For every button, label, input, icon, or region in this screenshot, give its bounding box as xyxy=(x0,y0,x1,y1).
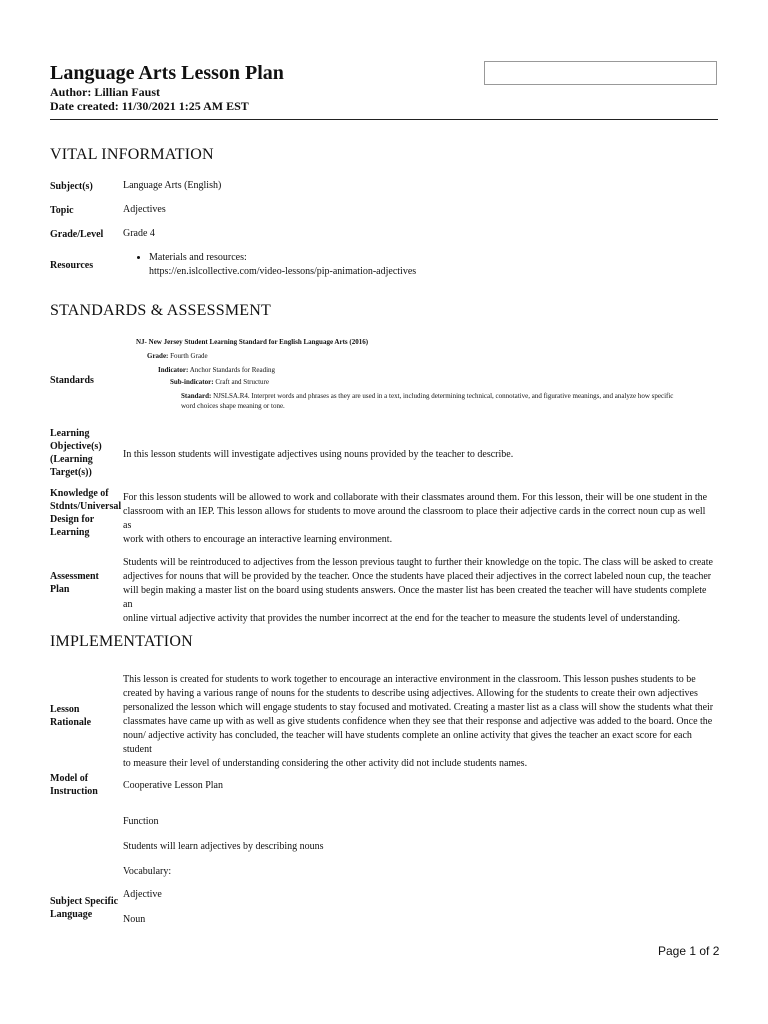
assessment-value-line: online virtual adjective activity that provides the number incorrect at the end for the teacher to measure the students level of understanding. xyxy=(123,613,681,624)
knowledge-value xyxy=(123,491,715,547)
knowledge-label-line: Knowledge of xyxy=(50,488,109,499)
objective-label-line: Objective(s) xyxy=(50,441,102,452)
standard-text-value-2: word choices shape meaning or tone. xyxy=(181,402,285,410)
model-label-line: Instruction xyxy=(50,786,98,797)
rationale-value-line: to measure their level of understanding considering the other activity did not include students names. xyxy=(123,758,528,769)
knowledge-value-line: For this lesson students will be allowed to work and collaborate with their classmates around them. For this lesson, their will be one student in the xyxy=(123,492,708,503)
header-box xyxy=(484,61,717,85)
grade-value: Grade 4 xyxy=(123,228,155,239)
knowledge-value-line: classroom with an IEP. This lesson allows for students to move around the classroom to place their adjective cards in the correct noun cup as well as xyxy=(123,506,706,531)
objective-value: In this lesson students will investigate adjectives using nouns provided by the teacher to describe. xyxy=(123,449,514,460)
knowledge-value-line: work with others to encourage an interactive learning environment. xyxy=(123,534,393,545)
objective-label-line: Learning xyxy=(50,428,90,439)
resources-item-text: Materials and resources: xyxy=(149,252,247,263)
language-label xyxy=(50,895,124,921)
knowledge-label-line: Stdnts/Universal xyxy=(50,501,122,512)
standard-grade xyxy=(147,351,208,361)
standard-grade-value: Fourth Grade xyxy=(170,352,208,360)
standard-grade-label: Grade: xyxy=(147,352,169,360)
document-title: Language Arts Lesson Plan xyxy=(50,62,284,84)
rationale-value-line: created by having a various range of nouns for the students to describe using adjectives. Allowing for the students to create their own adjectives xyxy=(123,688,698,699)
topic-label: Topic xyxy=(50,205,74,216)
rationale-value-line: This lesson is created for students to work together to encourage an interactive environment in the classroom. This lesson pushes students to be xyxy=(123,674,696,685)
model-label-line: Model of xyxy=(50,773,89,784)
resources-item xyxy=(149,251,416,279)
rationale-value-line: noun/ adjective activity has concluded, the teacher will have students complete an online activity that gives the teacher an exact score for each student xyxy=(123,730,692,755)
standard-indicator xyxy=(158,365,275,375)
rationale-value-line: personalized the lesson which will engage students to stay focused and motivated. Creating a master list as a class will show the students what their xyxy=(123,702,714,713)
language-function: Function xyxy=(123,816,159,827)
standard-text-value-1: NJSLSA.R4. Interpret words and phrases as they are used in a text, including determining technical, connotative, and figurative meanings, and analyze how specific xyxy=(213,392,674,400)
model-value: Cooperative Lesson Plan xyxy=(123,780,223,791)
grade-label: Grade/Level xyxy=(50,229,104,240)
language-label-line: Subject Specific xyxy=(50,896,119,907)
rationale-label-line: Rationale xyxy=(50,717,92,728)
standard-subindicator xyxy=(170,377,269,387)
assessment-value-line: Students will be reintroduced to adjectives from the lesson previous taught to further their knowledge on the topic. The class will be asked to create xyxy=(123,557,713,568)
resources-link[interactable]: https://en.islcollective.com/video-lessons/pip-animation-adjectives xyxy=(149,266,417,277)
model-label xyxy=(50,772,124,798)
objective-label-line: Target(s)) xyxy=(50,467,92,478)
vocab-noun: Noun xyxy=(123,914,146,925)
rationale-value xyxy=(123,673,715,771)
assessment-label xyxy=(50,570,124,596)
assessment-label-line: Plan xyxy=(50,584,70,595)
section-heading-vital: VITAL INFORMATION xyxy=(50,146,214,163)
vocab-adjective: Adjective xyxy=(123,889,162,900)
standard-source: NJ- New Jersey Student Learning Standard for English Language Arts (2016) xyxy=(136,338,369,346)
header-divider xyxy=(50,119,718,120)
resources-value xyxy=(135,251,416,279)
rationale-label xyxy=(50,703,124,729)
language-description: Students will learn adjectives by describing nouns xyxy=(123,841,324,852)
page-number: Page 1 of 2 xyxy=(658,944,720,958)
section-heading-implementation: IMPLEMENTATION xyxy=(50,633,193,650)
topic-value: Adjectives xyxy=(123,204,166,215)
knowledge-label-line: Learning xyxy=(50,527,90,538)
standard-text-label: Standard: xyxy=(181,392,212,400)
standard-indicator-value: Anchor Standards for Reading xyxy=(189,366,276,374)
assessment-value xyxy=(123,556,715,626)
standard-indicator-label: Indicator: xyxy=(158,366,189,374)
resources-list xyxy=(135,251,416,279)
standard-subindicator-value: Craft and Structure xyxy=(215,378,269,386)
language-label-line: Language xyxy=(50,909,93,920)
standards-label: Standards xyxy=(50,375,94,386)
resources-label: Resources xyxy=(50,260,94,271)
objective-label-line: (Learning xyxy=(50,454,93,465)
subject-label: Subject(s) xyxy=(50,181,93,192)
section-heading-standards: STANDARDS & ASSESSMENT xyxy=(50,302,271,319)
subject-value: Language Arts (English) xyxy=(123,180,222,191)
language-vocabulary: Vocabulary: xyxy=(123,866,172,877)
knowledge-label-line: Design for xyxy=(50,514,95,525)
rationale-value-line: classmates have came up with as well as give students confidence when they see that their response and adjective was added to the board. Once the xyxy=(123,716,713,727)
standard-text xyxy=(181,391,721,411)
knowledge-label xyxy=(50,487,124,539)
assessment-value-line: adjectives for nouns that will be provided by the teacher. Once the students have placed their adjectives in the correct labeled noun cup, the teacher xyxy=(123,571,712,582)
author-line: Author: Lillian Faust xyxy=(50,85,161,99)
standard-subindicator-label: Sub-indicator: xyxy=(170,378,214,386)
assessment-label-line: Assessment xyxy=(50,571,99,582)
objective-label xyxy=(50,427,124,479)
rationale-label-line: Lesson xyxy=(50,704,80,715)
date-created-line: Date created: 11/30/2021 1:25 AM EST xyxy=(50,99,249,113)
assessment-value-line: will begin making a master list on the board using students answers. Once the master list has been created the teacher will have students complete an xyxy=(123,585,707,610)
